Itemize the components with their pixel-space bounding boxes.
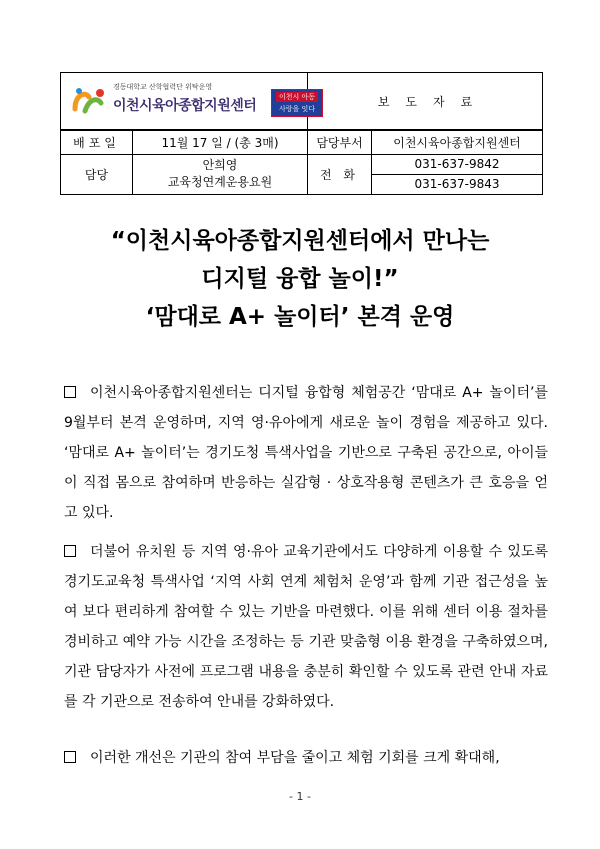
dept-value: 이천시육아종합지원센터	[372, 130, 543, 154]
paragraph-3-text: 이러한 개선은 기관의 참여 부담을 줄이고 체험 기회를 크게 확대해,	[90, 750, 500, 766]
paragraph-1	[64, 378, 548, 528]
phone-2: 031-637-9843	[372, 174, 543, 194]
headline-line-3: ‘맘대로 A+ 놀이터’ 본격 운영	[145, 304, 455, 330]
paragraph-1-text: 이천시육아종합지원센터는 디지털 융합형 체험공간 ‘맘대로 A+ 놀이터’를 9월부터 본격 운영하며, 지역 영·유아에게 새로운 놀이 경험을 제공하고 있다. ‘맘대로 A+ 놀이터’는 경기도청 특색사업을 기반으로 구축된 공간으로, 아이들이 직접 몸으로 참여하며 반응하는 실감형 · 상호작용형 콘텐츠가 큰 호응을 얻고 있다.	[64, 385, 548, 521]
bullet-box-icon	[64, 386, 76, 398]
release-date-value: 11월 17 일 / (총 3매)	[133, 130, 308, 154]
headline-line-2: 디지털 융합 놀이!”	[201, 266, 399, 292]
paragraph-2-text: 더불어 유치원 등 지역 영·유아 교육기관에서도 다양하게 이용할 수 있도록 경기도교육청 특색사업 ‘지역 사회 연계 체험처 운영’과 함께 기관 접근성을 높여 보다 편리하게 참여할 수 있는 기반을 마련했다. 이를 위해 센터 이용 절차를 경비하고 예약 가능 시간을 조정하는 등 기관 맞춤형 이용 환경을 구축하였으며, 기관 담당자가 사전에 프로그램 내용을 충분히 확인할 수 있도록 관련 안내 자료를 각 기관으로 전송하여 안내를 강화하였다.	[64, 544, 548, 710]
paragraph-2	[64, 537, 548, 717]
phone-label: 전 화	[308, 154, 372, 194]
release-date-label: 배포일	[61, 130, 133, 154]
phone-1: 031-637-9842	[372, 154, 543, 174]
press-header-table	[60, 72, 543, 195]
bullet-box-icon	[64, 751, 76, 763]
headline-line-1: “이천시육아종합지원센터에서 만나는	[110, 228, 490, 254]
contact-role: 교육청연계운용요원	[167, 175, 273, 189]
page-number: - 1 -	[289, 790, 311, 803]
contact-person	[133, 154, 308, 194]
logo-cell	[61, 73, 316, 131]
logo-org-name: 이천시육아종합지원센터	[113, 98, 257, 114]
contact-name: 안희영	[202, 158, 238, 172]
paragraph-3	[64, 743, 548, 773]
center-logo	[71, 79, 321, 123]
contact-label: 담당	[61, 154, 133, 194]
logo-badge: 이천시 아동 사랑을 잇다	[271, 89, 323, 117]
dept-label: 담당부서	[308, 130, 372, 154]
bullet-box-icon	[64, 545, 76, 557]
press-release-title: 보도자료	[308, 73, 543, 131]
logo-mark-icon	[71, 87, 107, 117]
headline	[0, 222, 600, 336]
logo-affiliation: 경동대학교 산학협력단 위탁운영	[113, 83, 213, 91]
